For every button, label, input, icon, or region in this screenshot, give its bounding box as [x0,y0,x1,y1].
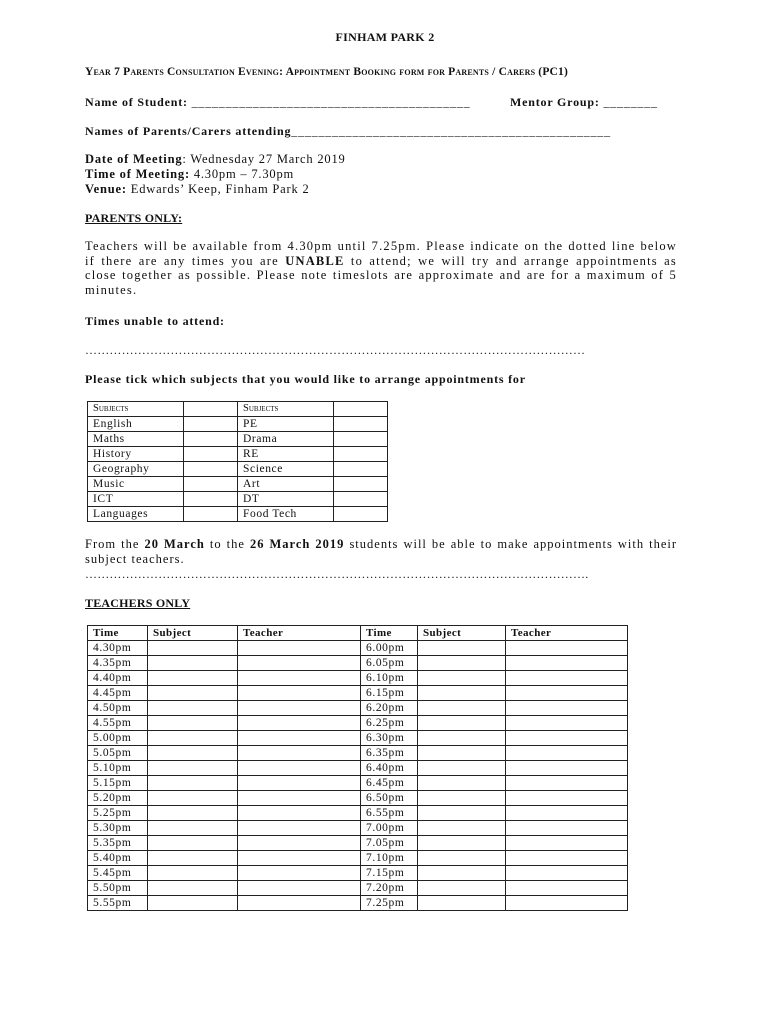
time-slot: 4.55pm [88,716,148,731]
meeting-venue [85,182,310,197]
student-name-row [85,95,470,110]
teacher-cell[interactable] [238,881,361,896]
subject-cell[interactable] [418,791,506,806]
subject-cell[interactable] [148,656,238,671]
meeting-time-value: 4.30pm – 7.30pm [189,167,295,181]
time-slot: 6.15pm [361,686,418,701]
subject-tick-box[interactable] [184,432,238,447]
teacher-cell[interactable] [238,776,361,791]
subject-cell[interactable] [148,731,238,746]
appointment-row [88,656,628,671]
subject-cell[interactable] [148,641,238,656]
teacher-cell[interactable] [238,701,361,716]
time-slot: 7.15pm [361,866,418,881]
appointment-row [88,731,628,746]
appointments-table [87,625,628,911]
time-slot: 5.20pm [88,791,148,806]
appointment-row [88,641,628,656]
subject-tick-box[interactable] [184,492,238,507]
time-slot: 7.25pm [361,896,418,911]
subject-cell[interactable] [148,776,238,791]
subject-name: DT [238,492,334,507]
subject-name: PE [238,417,334,432]
subjects-header-left: Subjects [88,402,184,417]
time-slot: 6.20pm [361,701,418,716]
teacher-cell[interactable] [238,866,361,881]
document-subtitle: Year 7 Parents Consultation Evening: Appointment Booking form for Parents / Carers (PC1) [85,66,569,78]
mentor-group-row [510,95,658,110]
subject-tick-box[interactable] [334,417,388,432]
time-slot: 4.40pm [88,671,148,686]
time-slot: 7.20pm [361,881,418,896]
subject-cell[interactable] [418,851,506,866]
appointment-row [88,866,628,881]
subject-cell[interactable] [148,761,238,776]
subject-cell[interactable] [418,866,506,881]
instructions-text: Teachers will be available from 4.30pm until 7.25pm. Please indicate on the dotted line below if there are any times you are [85,239,677,268]
subject-cell[interactable] [418,776,506,791]
time-slot: 5.05pm [88,746,148,761]
subject-cell[interactable] [418,716,506,731]
teacher-cell[interactable] [238,716,361,731]
teacher-cell[interactable] [238,821,361,836]
student-name-label: Name of Student: [85,95,188,109]
students-dots: ……………………………………………………………………………………………………………. [85,567,589,581]
teacher-cell[interactable] [506,716,628,731]
subject-name: Geography [88,462,184,477]
time-slot: 6.30pm [361,731,418,746]
from-date: 20 March [144,537,205,551]
appointment-row [88,851,628,866]
appointment-row [88,881,628,896]
subject-cell[interactable] [148,836,238,851]
time-slot: 4.35pm [88,656,148,671]
students-text: From the [85,537,145,551]
teacher-cell[interactable] [506,776,628,791]
header-teacher-left: Teacher [238,626,361,641]
teacher-cell[interactable] [506,686,628,701]
subject-cell[interactable] [148,746,238,761]
teacher-cell[interactable] [506,896,628,911]
appointment-row [88,836,628,851]
time-slot: 6.05pm [361,656,418,671]
subject-cell[interactable] [148,806,238,821]
subject-cell[interactable] [418,821,506,836]
meeting-date-label: Date of Meeting [85,152,183,166]
subject-cell[interactable] [418,896,506,911]
subject-tick-box[interactable] [184,447,238,462]
subjects-header-right: Subjects [238,402,334,417]
teacher-cell[interactable] [238,851,361,866]
subject-cell[interactable] [148,686,238,701]
teacher-cell[interactable] [506,731,628,746]
subject-cell[interactable] [148,851,238,866]
subject-tick-box[interactable] [334,507,388,522]
subjects-header-tick-right [334,402,388,417]
subject-tick-box[interactable] [184,507,238,522]
subject-tick-box[interactable] [184,462,238,477]
subject-cell[interactable] [418,641,506,656]
parents-only-heading: PARENTS ONLY: [85,211,183,225]
subject-name: Art [238,477,334,492]
appointment-row [88,716,628,731]
teacher-cell[interactable] [506,746,628,761]
student-name-field[interactable]: _________________________________________ [191,95,471,109]
subject-cell[interactable] [148,881,238,896]
header-time-right: Time [361,626,418,641]
teacher-cell[interactable] [238,656,361,671]
teacher-cell[interactable] [506,851,628,866]
subject-name: Maths [88,432,184,447]
subject-name: RE [238,447,334,462]
appointment-row [88,671,628,686]
appointment-row [88,776,628,791]
appointment-row [88,761,628,776]
subjects-header-tick-left [184,402,238,417]
meeting-date [85,152,346,167]
header-teacher-right: Teacher [506,626,628,641]
time-slot: 6.45pm [361,776,418,791]
time-slot: 5.15pm [88,776,148,791]
subjects-row [88,477,388,492]
time-slot: 5.40pm [88,851,148,866]
time-slot: 5.25pm [88,806,148,821]
subject-cell[interactable] [148,866,238,881]
teacher-cell[interactable] [506,881,628,896]
instructions-paragraph [85,239,677,297]
time-slot: 7.10pm [361,851,418,866]
subject-cell[interactable] [418,806,506,821]
subjects-row [88,492,388,507]
students-text-end: students will be able to make appointments with their subject teachers. [85,537,678,566]
subject-name: Music [88,477,184,492]
mentor-group-label: Mentor Group: [510,95,600,109]
subject-tick-box[interactable] [334,477,388,492]
subject-name: Drama [238,432,334,447]
meeting-time [85,167,294,182]
time-slot: 5.30pm [88,821,148,836]
subject-cell[interactable] [418,836,506,851]
teacher-cell[interactable] [506,656,628,671]
teacher-cell[interactable] [238,761,361,776]
subject-cell[interactable] [418,686,506,701]
subject-cell[interactable] [418,746,506,761]
appointment-row [88,821,628,836]
subject-cell[interactable] [148,791,238,806]
subjects-instruction: Please tick which subjects that you would like to arrange appointments for [85,372,526,386]
teacher-cell[interactable] [238,731,361,746]
header-subject-right: Subject [418,626,506,641]
meeting-venue-label: Venue: [85,182,127,196]
appointments-header-row [88,626,628,641]
teacher-cell[interactable] [238,896,361,911]
parents-names-field[interactable]: _______________________________________________ [291,124,611,138]
subject-tick-box[interactable] [334,462,388,477]
time-slot: 5.35pm [88,836,148,851]
teacher-cell[interactable] [238,686,361,701]
subject-tick-box[interactable] [334,432,388,447]
meeting-venue-value: Edwards’ Keep, Finham Park 2 [126,182,310,196]
appointment-row [88,896,628,911]
subjects-row [88,447,388,462]
subject-name: Food Tech [238,507,334,522]
time-slot: 5.10pm [88,761,148,776]
subject-cell[interactable] [418,671,506,686]
time-slot: 6.25pm [361,716,418,731]
appointment-row [88,806,628,821]
subjects-header-row [88,402,388,417]
teacher-cell[interactable] [506,866,628,881]
time-slot: 5.55pm [88,896,148,911]
time-slot: 5.00pm [88,731,148,746]
subject-cell[interactable] [148,821,238,836]
document-title: FINHAM PARK 2 [335,30,435,44]
time-slot: 4.45pm [88,686,148,701]
header-time-left: Time [88,626,148,641]
meeting-time-label: Time of Meeting: [85,167,190,181]
parents-names-label: Names of Parents/Carers attending [85,124,292,138]
teacher-cell[interactable] [238,671,361,686]
students-text-mid: to the [204,537,250,551]
time-slot: 4.30pm [88,641,148,656]
time-slot: 6.35pm [361,746,418,761]
subjects-row [88,432,388,447]
subject-tick-box[interactable] [184,417,238,432]
subject-cell[interactable] [418,761,506,776]
instructions-emphasis: UNABLE [285,253,345,268]
teacher-cell[interactable] [506,701,628,716]
subject-cell[interactable] [148,671,238,686]
teacher-cell[interactable] [238,746,361,761]
parents-names-row [85,124,611,139]
teacher-cell[interactable] [506,821,628,836]
teacher-cell[interactable] [506,791,628,806]
time-slot: 5.50pm [88,881,148,896]
times-unable-field[interactable]: …………………………………………………………………………………………………………… [85,343,586,357]
subjects-row [88,417,388,432]
appointment-row [88,701,628,716]
subjects-row [88,462,388,477]
teacher-cell[interactable] [506,671,628,686]
subject-name: Languages [88,507,184,522]
time-slot: 4.50pm [88,701,148,716]
time-slot: 6.40pm [361,761,418,776]
teacher-cell[interactable] [506,761,628,776]
teacher-cell[interactable] [238,806,361,821]
subject-cell[interactable] [418,881,506,896]
time-slot: 6.55pm [361,806,418,821]
appointment-row [88,746,628,761]
time-slot: 6.10pm [361,671,418,686]
subject-name: Science [238,462,334,477]
subject-cell[interactable] [148,896,238,911]
time-slot: 6.50pm [361,791,418,806]
subject-name: ICT [88,492,184,507]
subject-name: English [88,417,184,432]
time-slot: 6.00pm [361,641,418,656]
teacher-cell[interactable] [238,836,361,851]
teacher-cell[interactable] [506,836,628,851]
subject-cell[interactable] [148,716,238,731]
appointment-row [88,791,628,806]
subjects-row [88,507,388,522]
to-date: 26 March 2019 [249,537,345,551]
time-slot: 7.00pm [361,821,418,836]
mentor-group-field[interactable]: ________ [603,95,658,109]
subject-cell[interactable] [148,701,238,716]
subject-cell[interactable] [418,701,506,716]
subjects-table [87,401,388,522]
times-unable-label: Times unable to attend: [85,314,225,328]
time-slot: 5.45pm [88,866,148,881]
subject-tick-box[interactable] [334,492,388,507]
subject-cell[interactable] [418,731,506,746]
teachers-only-heading: TEACHERS ONLY [85,596,191,610]
header-subject-left: Subject [148,626,238,641]
time-slot: 7.05pm [361,836,418,851]
students-paragraph [85,537,677,566]
teacher-cell[interactable] [506,641,628,656]
subject-tick-box[interactable] [334,447,388,462]
subject-cell[interactable] [418,656,506,671]
teacher-cell[interactable] [238,641,361,656]
instructions-text-continued: to attend; we will try and arrange appointments as close together as possible. Please note timeslots are approximate and are for a maximum of 5 minutes. [85,253,677,297]
appointment-row [88,686,628,701]
subject-tick-box[interactable] [184,477,238,492]
meeting-date-value: : Wednesday 27 March 2019 [182,152,346,166]
teacher-cell[interactable] [506,806,628,821]
subject-name: History [88,447,184,462]
teacher-cell[interactable] [238,791,361,806]
